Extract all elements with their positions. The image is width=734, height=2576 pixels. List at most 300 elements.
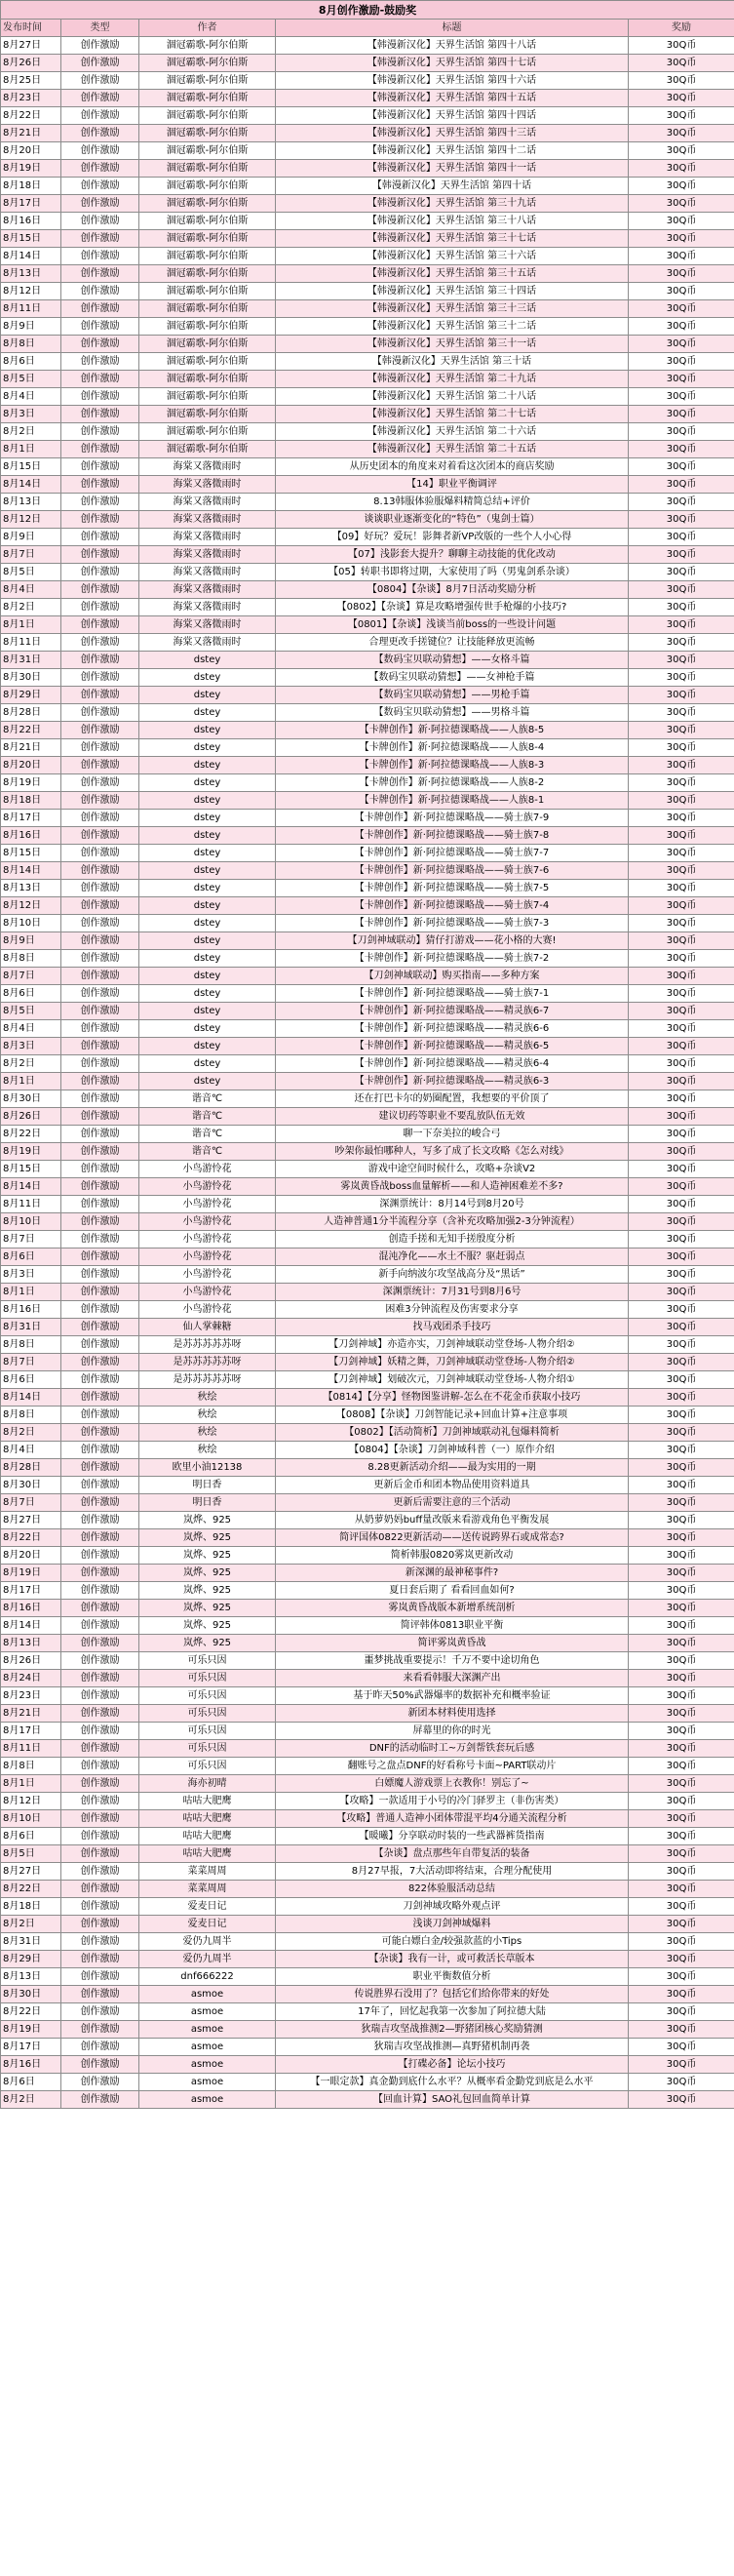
cell-author[interactable]: asmoe — [139, 2091, 276, 2109]
cell-reward[interactable]: 30Q币 — [629, 950, 734, 968]
cell-date[interactable]: 8月20日 — [1, 142, 61, 160]
cell-reward[interactable]: 30Q币 — [629, 1196, 734, 1213]
table-row[interactable] — [1, 564, 734, 581]
cell-type[interactable]: 创作激励 — [61, 142, 139, 160]
cell-reward[interactable]: 30Q币 — [629, 1652, 734, 1670]
cell-author[interactable]: 海棠又落微雨时 — [139, 616, 276, 634]
cell-title[interactable]: 【数码宝贝联动猜想】——女格斗篇 — [276, 652, 629, 669]
cell-author[interactable]: dstey — [139, 704, 276, 722]
table-row[interactable] — [1, 1863, 734, 1881]
cell-author[interactable]: 可乐只因 — [139, 1670, 276, 1687]
cell-reward[interactable]: 30Q币 — [629, 1407, 734, 1424]
cell-title[interactable]: 困难3分钟流程及伤害要求分享 — [276, 1301, 629, 1319]
cell-author[interactable]: 可乐只因 — [139, 1740, 276, 1758]
table-row[interactable] — [1, 1301, 734, 1319]
cell-reward[interactable]: 30Q币 — [629, 1916, 734, 1933]
cell-date[interactable]: 8月12日 — [1, 511, 61, 529]
cell-type[interactable]: 创作激励 — [61, 1775, 139, 1793]
cell-type[interactable]: 创作激励 — [61, 213, 139, 230]
cell-reward[interactable]: 30Q币 — [629, 160, 734, 178]
cell-type[interactable]: 创作激励 — [61, 1916, 139, 1933]
table-row[interactable] — [1, 1213, 734, 1231]
table-row[interactable] — [1, 862, 734, 880]
cell-author[interactable]: 岚烨、925 — [139, 1635, 276, 1652]
cell-reward[interactable]: 30Q币 — [629, 107, 734, 125]
cell-reward[interactable]: 30Q币 — [629, 810, 734, 827]
cell-author[interactable]: dstey — [139, 862, 276, 880]
cell-author[interactable]: 涸冠霸歌-阿尔伯斯 — [139, 353, 276, 371]
cell-type[interactable]: 创作激励 — [61, 37, 139, 55]
cell-author[interactable]: dstey — [139, 1073, 276, 1090]
cell-author[interactable]: 涸冠霸歌-阿尔伯斯 — [139, 406, 276, 423]
table-row[interactable] — [1, 1371, 734, 1389]
cell-author[interactable]: 咕咕大肥鹰 — [139, 1793, 276, 1810]
cell-title[interactable]: 从奶萝奶妈buff量改版来看游戏角色平衡发展 — [276, 1512, 629, 1529]
cell-type[interactable]: 创作激励 — [61, 1933, 139, 1951]
cell-reward[interactable]: 30Q币 — [629, 1108, 734, 1126]
cell-reward[interactable]: 30Q币 — [629, 1055, 734, 1073]
header-type[interactable]: 类型 — [61, 20, 139, 37]
cell-reward[interactable]: 30Q币 — [629, 739, 734, 757]
cell-date[interactable]: 8月15日 — [1, 1161, 61, 1178]
cell-date[interactable]: 8月7日 — [1, 546, 61, 564]
cell-reward[interactable]: 30Q币 — [629, 2003, 734, 2021]
cell-title[interactable]: 17年了，回忆起我第一次参加了阿拉德大陆 — [276, 2003, 629, 2021]
cell-type[interactable]: 创作激励 — [61, 1687, 139, 1705]
table-row[interactable] — [1, 511, 734, 529]
cell-reward[interactable]: 30Q币 — [629, 283, 734, 300]
table-row[interactable] — [1, 1617, 734, 1635]
cell-type[interactable]: 创作激励 — [61, 1635, 139, 1652]
cell-date[interactable]: 8月24日 — [1, 1670, 61, 1687]
table-row[interactable] — [1, 985, 734, 1003]
cell-title[interactable]: 【0802】【杂谈】算是攻略增强传世手枪爆的小技巧? — [276, 599, 629, 616]
table-row[interactable] — [1, 915, 734, 932]
cell-author[interactable]: 涸冠霸歌-阿尔伯斯 — [139, 142, 276, 160]
table-row[interactable] — [1, 1793, 734, 1810]
cell-type[interactable]: 创作激励 — [61, 1898, 139, 1916]
table-row[interactable] — [1, 1828, 734, 1845]
cell-date[interactable]: 8月14日 — [1, 1617, 61, 1635]
cell-reward[interactable]: 30Q币 — [629, 1582, 734, 1600]
cell-type[interactable]: 创作激励 — [61, 774, 139, 792]
cell-reward[interactable]: 30Q币 — [629, 1968, 734, 1986]
cell-title[interactable]: 【刀剑神域联动】猜仔打游戏——花小格的大赛! — [276, 932, 629, 950]
cell-title[interactable]: 【攻略】普通人造神小团体带混平均4分通关流程分析 — [276, 1810, 629, 1828]
cell-reward[interactable]: 30Q币 — [629, 265, 734, 283]
table-row[interactable] — [1, 774, 734, 792]
table-row[interactable] — [1, 336, 734, 353]
cell-title[interactable]: 【卡牌创作】新·阿拉德课略战——骑士族7-3 — [276, 915, 629, 932]
cell-author[interactable]: dstey — [139, 687, 276, 704]
table-row[interactable] — [1, 897, 734, 915]
table-row[interactable] — [1, 283, 734, 300]
cell-author[interactable]: 海棠又落微雨时 — [139, 564, 276, 581]
cell-author[interactable]: dstey — [139, 827, 276, 845]
cell-author[interactable]: dstey — [139, 792, 276, 810]
cell-title[interactable]: 简评国体0822更新活动——送传说跨界石或成常态? — [276, 1529, 629, 1547]
cell-title[interactable]: 【卡牌创作】新·阿拉德课略战——人族8-4 — [276, 739, 629, 757]
table-row[interactable] — [1, 1635, 734, 1652]
cell-reward[interactable]: 30Q币 — [629, 897, 734, 915]
cell-date[interactable]: 8月7日 — [1, 1494, 61, 1512]
cell-type[interactable]: 创作激励 — [61, 687, 139, 704]
cell-type[interactable]: 创作激励 — [61, 845, 139, 862]
cell-type[interactable]: 创作激励 — [61, 915, 139, 932]
cell-type[interactable]: 创作激励 — [61, 704, 139, 722]
table-row[interactable] — [1, 599, 734, 616]
cell-author[interactable]: 岚烨、925 — [139, 1600, 276, 1617]
cell-author[interactable]: asmoe — [139, 2039, 276, 2056]
cell-type[interactable]: 创作激励 — [61, 1565, 139, 1582]
cell-title[interactable]: 【韩漫新汉化】天界生活馆 第四十三话 — [276, 125, 629, 142]
cell-reward[interactable]: 30Q币 — [629, 371, 734, 388]
table-row[interactable] — [1, 1512, 734, 1529]
cell-type[interactable]: 创作激励 — [61, 1003, 139, 1020]
table-row[interactable] — [1, 353, 734, 371]
cell-type[interactable]: 创作激励 — [61, 1284, 139, 1301]
table-row[interactable] — [1, 880, 734, 897]
cell-reward[interactable]: 30Q币 — [629, 494, 734, 511]
cell-date[interactable]: 8月14日 — [1, 1178, 61, 1196]
cell-reward[interactable]: 30Q币 — [629, 1371, 734, 1389]
table-row[interactable] — [1, 704, 734, 722]
cell-type[interactable]: 创作激励 — [61, 1617, 139, 1635]
cell-title[interactable]: 8月27早报，7大活动即将结束，合理分配使用 — [276, 1863, 629, 1881]
cell-date[interactable]: 8月2日 — [1, 2091, 61, 2109]
cell-date[interactable]: 8月22日 — [1, 1881, 61, 1898]
cell-date[interactable]: 8月1日 — [1, 616, 61, 634]
cell-date[interactable]: 8月20日 — [1, 757, 61, 774]
cell-reward[interactable]: 30Q币 — [629, 1687, 734, 1705]
table-row[interactable] — [1, 1968, 734, 1986]
cell-author[interactable]: 爱麦日记 — [139, 1898, 276, 1916]
table-row[interactable] — [1, 441, 734, 458]
cell-title[interactable]: 游戏中途空间时候什么，攻略+杂谈V2 — [276, 1161, 629, 1178]
cell-type[interactable]: 创作激励 — [61, 1424, 139, 1442]
cell-reward[interactable]: 30Q币 — [629, 406, 734, 423]
cell-reward[interactable]: 30Q币 — [629, 2021, 734, 2039]
cell-type[interactable]: 创作激励 — [61, 581, 139, 599]
cell-reward[interactable]: 30Q币 — [629, 1810, 734, 1828]
cell-title[interactable]: 【韩漫新汉化】天界生活馆 第四十七话 — [276, 55, 629, 72]
table-row[interactable] — [1, 1775, 734, 1793]
cell-type[interactable]: 创作激励 — [61, 406, 139, 423]
cell-author[interactable]: 涸冠霸歌-阿尔伯斯 — [139, 125, 276, 142]
cell-type[interactable]: 创作激励 — [61, 757, 139, 774]
cell-reward[interactable]: 30Q币 — [629, 616, 734, 634]
cell-title[interactable]: 混沌净化——水土不服？驱赶弱点 — [276, 1248, 629, 1266]
table-row[interactable] — [1, 1951, 734, 1968]
header-date[interactable]: 发布时间 — [1, 20, 61, 37]
cell-date[interactable]: 8月11日 — [1, 300, 61, 318]
cell-reward[interactable]: 30Q币 — [629, 248, 734, 265]
table-row[interactable] — [1, 1020, 734, 1038]
cell-author[interactable]: dstey — [139, 968, 276, 985]
cell-title[interactable]: 【韩漫新汉化】天界生活馆 第三十一话 — [276, 336, 629, 353]
cell-reward[interactable]: 30Q币 — [629, 458, 734, 476]
cell-title[interactable]: 【韩漫新汉化】天界生活馆 第三十三话 — [276, 300, 629, 318]
cell-date[interactable]: 8月4日 — [1, 388, 61, 406]
cell-type[interactable]: 创作激励 — [61, 1740, 139, 1758]
cell-title[interactable]: 【卡牌创作】新·阿拉德课略战——人族8-5 — [276, 722, 629, 739]
cell-title[interactable]: 刀剑神域攻略外观点评 — [276, 1898, 629, 1916]
cell-type[interactable]: 创作激励 — [61, 1494, 139, 1512]
table-row[interactable] — [1, 1916, 734, 1933]
cell-reward[interactable]: 30Q币 — [629, 1845, 734, 1863]
cell-title[interactable]: 【数码宝贝联动猜想】——男格斗篇 — [276, 704, 629, 722]
cell-reward[interactable]: 30Q币 — [629, 195, 734, 213]
cell-author[interactable]: 小鸟游怜花 — [139, 1178, 276, 1196]
cell-author[interactable]: 海棠又落微雨时 — [139, 458, 276, 476]
cell-type[interactable]: 创作激励 — [61, 1828, 139, 1845]
table-row[interactable] — [1, 1178, 734, 1196]
cell-reward[interactable]: 30Q币 — [629, 178, 734, 195]
cell-title[interactable]: 深渊票统计：8月14号到8月20号 — [276, 1196, 629, 1213]
cell-date[interactable]: 8月9日 — [1, 318, 61, 336]
cell-type[interactable]: 创作激励 — [61, 1038, 139, 1055]
cell-date[interactable]: 8月13日 — [1, 265, 61, 283]
cell-author[interactable]: 可乐只因 — [139, 1758, 276, 1775]
cell-reward[interactable]: 30Q币 — [629, 441, 734, 458]
table-row[interactable] — [1, 652, 734, 669]
cell-date[interactable]: 8月26日 — [1, 1652, 61, 1670]
cell-reward[interactable]: 30Q币 — [629, 845, 734, 862]
table-row[interactable] — [1, 687, 734, 704]
cell-date[interactable]: 8月29日 — [1, 1951, 61, 1968]
cell-date[interactable]: 8月15日 — [1, 230, 61, 248]
cell-reward[interactable]: 30Q币 — [629, 1424, 734, 1442]
cell-type[interactable]: 创作激励 — [61, 932, 139, 950]
cell-date[interactable]: 8月6日 — [1, 2074, 61, 2091]
cell-date[interactable]: 8月14日 — [1, 1389, 61, 1407]
cell-type[interactable]: 创作激励 — [61, 265, 139, 283]
cell-title[interactable]: 【卡牌创作】新·阿拉德课略战——骑士族7-2 — [276, 950, 629, 968]
cell-title[interactable]: 雾岚黄昏战boss血量解析——和人造神困难差不多? — [276, 1178, 629, 1196]
cell-date[interactable]: 8月15日 — [1, 458, 61, 476]
cell-type[interactable]: 创作激励 — [61, 1951, 139, 1968]
cell-type[interactable]: 创作激励 — [61, 616, 139, 634]
cell-date[interactable]: 8月3日 — [1, 1038, 61, 1055]
cell-author[interactable]: 海棠又落微雨时 — [139, 494, 276, 511]
cell-type[interactable]: 创作激励 — [61, 1600, 139, 1617]
cell-author[interactable]: 海棠又落微雨时 — [139, 634, 276, 652]
table-row[interactable] — [1, 476, 734, 494]
cell-title[interactable]: 【暖曦】分享联动时装的一些武器裤货指南 — [276, 1828, 629, 1845]
cell-reward[interactable]: 30Q币 — [629, 1793, 734, 1810]
table-row[interactable] — [1, 1758, 734, 1775]
cell-date[interactable]: 8月4日 — [1, 1020, 61, 1038]
cell-type[interactable]: 创作激励 — [61, 669, 139, 687]
cell-reward[interactable]: 30Q币 — [629, 1090, 734, 1108]
cell-type[interactable]: 创作激励 — [61, 529, 139, 546]
cell-type[interactable]: 创作激励 — [61, 1442, 139, 1459]
cell-type[interactable]: 创作激励 — [61, 1986, 139, 2003]
cell-author[interactable]: dstey — [139, 845, 276, 862]
cell-reward[interactable]: 30Q币 — [629, 318, 734, 336]
table-row[interactable] — [1, 827, 734, 845]
cell-reward[interactable]: 30Q币 — [629, 1161, 734, 1178]
cell-date[interactable]: 8月2日 — [1, 1916, 61, 1933]
cell-type[interactable]: 创作激励 — [61, 1758, 139, 1775]
cell-title[interactable]: 【韩漫新汉化】天界生活馆 第二十五话 — [276, 441, 629, 458]
cell-author[interactable]: dstey — [139, 880, 276, 897]
cell-type[interactable]: 创作激励 — [61, 336, 139, 353]
cell-date[interactable]: 8月7日 — [1, 968, 61, 985]
cell-reward[interactable]: 30Q币 — [629, 1529, 734, 1547]
cell-title[interactable]: 【卡牌创作】新·阿拉德课略战——人族8-1 — [276, 792, 629, 810]
cell-author[interactable]: 岚烨、925 — [139, 1512, 276, 1529]
cell-title[interactable]: 【韩漫新汉化】天界生活馆 第三十五话 — [276, 265, 629, 283]
cell-author[interactable]: 海棠又落微雨时 — [139, 546, 276, 564]
cell-title[interactable]: 【韩漫新汉化】天界生活馆 第四十六话 — [276, 72, 629, 90]
cell-date[interactable]: 8月20日 — [1, 1547, 61, 1565]
cell-type[interactable]: 创作激励 — [61, 1196, 139, 1213]
cell-author[interactable]: 涸冠霸歌-阿尔伯斯 — [139, 55, 276, 72]
cell-title[interactable]: 【韩漫新汉化】天界生活馆 第三十六话 — [276, 248, 629, 265]
cell-author[interactable]: dstey — [139, 1020, 276, 1038]
cell-title[interactable]: 翻账号之盘点DNF的好看称号卡面~PART联动片 — [276, 1758, 629, 1775]
cell-author[interactable]: 岚烨、925 — [139, 1547, 276, 1565]
cell-type[interactable]: 创作激励 — [61, 318, 139, 336]
table-row[interactable] — [1, 739, 734, 757]
cell-type[interactable]: 创作激励 — [61, 1670, 139, 1687]
cell-author[interactable]: 小鸟游怜花 — [139, 1284, 276, 1301]
cell-reward[interactable]: 30Q币 — [629, 1389, 734, 1407]
cell-date[interactable]: 8月16日 — [1, 213, 61, 230]
cell-reward[interactable]: 30Q币 — [629, 862, 734, 880]
cell-date[interactable]: 8月30日 — [1, 1090, 61, 1108]
cell-date[interactable]: 8月5日 — [1, 1003, 61, 1020]
cell-author[interactable]: 岚烨、925 — [139, 1617, 276, 1635]
cell-reward[interactable]: 30Q币 — [629, 774, 734, 792]
cell-title[interactable]: 浅谈刀剑神域爆料 — [276, 1916, 629, 1933]
cell-author[interactable]: 涸冠霸歌-阿尔伯斯 — [139, 248, 276, 265]
cell-title[interactable]: 基于昨天50%武器爆率的数据补充和概率验证 — [276, 1687, 629, 1705]
cell-type[interactable]: 创作激励 — [61, 300, 139, 318]
cell-author[interactable]: 涸冠霸歌-阿尔伯斯 — [139, 213, 276, 230]
cell-date[interactable]: 8月19日 — [1, 1143, 61, 1161]
table-row[interactable] — [1, 1600, 734, 1617]
cell-author[interactable]: 秋绘 — [139, 1407, 276, 1424]
cell-type[interactable]: 创作激励 — [61, 1213, 139, 1231]
cell-author[interactable]: 秋绘 — [139, 1442, 276, 1459]
cell-date[interactable]: 8月3日 — [1, 406, 61, 423]
table-row[interactable] — [1, 722, 734, 739]
table-row[interactable] — [1, 125, 734, 142]
cell-date[interactable]: 8月12日 — [1, 283, 61, 300]
cell-reward[interactable]: 30Q币 — [629, 300, 734, 318]
cell-author[interactable]: 涸冠霸歌-阿尔伯斯 — [139, 195, 276, 213]
cell-author[interactable]: 涸冠霸歌-阿尔伯斯 — [139, 265, 276, 283]
cell-title[interactable]: 狄瑞吉攻坚战推测2—野猪团核心奖励猜测 — [276, 2021, 629, 2039]
cell-type[interactable]: 创作激励 — [61, 792, 139, 810]
cell-date[interactable]: 8月6日 — [1, 1248, 61, 1266]
cell-date[interactable]: 8月31日 — [1, 1933, 61, 1951]
cell-type[interactable]: 创作激励 — [61, 2056, 139, 2074]
cell-title[interactable]: 【数码宝贝联动猜想】——男枪手篇 — [276, 687, 629, 704]
cell-date[interactable]: 8月14日 — [1, 248, 61, 265]
table-row[interactable] — [1, 1284, 734, 1301]
cell-reward[interactable]: 30Q币 — [629, 1442, 734, 1459]
cell-author[interactable]: 小鸟游怜花 — [139, 1161, 276, 1178]
table-row[interactable] — [1, 1881, 734, 1898]
cell-date[interactable]: 8月2日 — [1, 599, 61, 616]
table-row[interactable] — [1, 90, 734, 107]
cell-type[interactable]: 创作激励 — [61, 1108, 139, 1126]
cell-title[interactable]: 【刀剑神域联动】购买指南——多种方案 — [276, 968, 629, 985]
cell-type[interactable]: 创作激励 — [61, 248, 139, 265]
table-row[interactable] — [1, 2003, 734, 2021]
table-row[interactable] — [1, 2021, 734, 2039]
table-row[interactable] — [1, 1231, 734, 1248]
cell-date[interactable]: 8月1日 — [1, 1775, 61, 1793]
cell-type[interactable]: 创作激励 — [61, 353, 139, 371]
cell-date[interactable]: 8月17日 — [1, 2039, 61, 2056]
cell-title[interactable]: 噩梦挑战重要提示！千万不要中途切角色 — [276, 1652, 629, 1670]
cell-title[interactable]: 雾岚黄昏战版本新增系统剖析 — [276, 1600, 629, 1617]
cell-reward[interactable]: 30Q币 — [629, 1828, 734, 1845]
cell-author[interactable]: 明日香 — [139, 1494, 276, 1512]
table-row[interactable] — [1, 1933, 734, 1951]
table-row[interactable] — [1, 1126, 734, 1143]
cell-date[interactable]: 8月2日 — [1, 1055, 61, 1073]
cell-author[interactable]: dstey — [139, 915, 276, 932]
cell-reward[interactable]: 30Q币 — [629, 90, 734, 107]
cell-type[interactable]: 创作激励 — [61, 2039, 139, 2056]
cell-date[interactable]: 8月5日 — [1, 1845, 61, 1863]
cell-title[interactable]: 【卡牌创作】新·阿拉德课略战——骑士族7-6 — [276, 862, 629, 880]
table-row[interactable] — [1, 371, 734, 388]
cell-type[interactable]: 创作激励 — [61, 652, 139, 669]
cell-author[interactable]: 涸冠霸歌-阿尔伯斯 — [139, 300, 276, 318]
cell-date[interactable]: 8月27日 — [1, 1512, 61, 1529]
cell-type[interactable]: 创作激励 — [61, 827, 139, 845]
cell-title[interactable]: 简评雾岚黄昏战 — [276, 1635, 629, 1652]
cell-date[interactable]: 8月22日 — [1, 2003, 61, 2021]
table-row[interactable] — [1, 1266, 734, 1284]
cell-author[interactable]: 涸冠霸歌-阿尔伯斯 — [139, 318, 276, 336]
cell-reward[interactable]: 30Q币 — [629, 37, 734, 55]
cell-author[interactable]: 是苏苏苏苏苏呀 — [139, 1371, 276, 1389]
cell-title[interactable]: 【韩漫新汉化】天界生活馆 第二十七话 — [276, 406, 629, 423]
cell-type[interactable]: 创作激励 — [61, 494, 139, 511]
table-row[interactable] — [1, 1424, 734, 1442]
cell-date[interactable]: 8月12日 — [1, 897, 61, 915]
cell-title[interactable]: 吵架你最怕哪种人，写多了成了长文攻略《怎么对线》 — [276, 1143, 629, 1161]
cell-date[interactable]: 8月19日 — [1, 2021, 61, 2039]
cell-reward[interactable]: 30Q币 — [629, 1986, 734, 2003]
cell-reward[interactable]: 30Q币 — [629, 985, 734, 1003]
table-row[interactable] — [1, 1442, 734, 1459]
cell-reward[interactable]: 30Q币 — [629, 599, 734, 616]
cell-date[interactable]: 8月7日 — [1, 1231, 61, 1248]
cell-date[interactable]: 8月17日 — [1, 810, 61, 827]
cell-reward[interactable]: 30Q币 — [629, 1617, 734, 1635]
cell-reward[interactable]: 30Q币 — [629, 1881, 734, 1898]
cell-title[interactable]: 【韩漫新汉化】天界生活馆 第三十二话 — [276, 318, 629, 336]
cell-author[interactable]: 咕咕大肥鹰 — [139, 1810, 276, 1828]
cell-type[interactable]: 创作激励 — [61, 72, 139, 90]
cell-title[interactable]: 来看看韩服大深渊产出 — [276, 1670, 629, 1687]
cell-title[interactable]: 更新后金币和团本物品使用资料道具 — [276, 1477, 629, 1494]
cell-type[interactable]: 创作激励 — [61, 1705, 139, 1723]
cell-date[interactable]: 8月6日 — [1, 1371, 61, 1389]
cell-title[interactable]: 谈谈职业逐渐变化的“特色”（鬼剑士篇） — [276, 511, 629, 529]
cell-date[interactable]: 8月15日 — [1, 845, 61, 862]
cell-reward[interactable]: 30Q币 — [629, 1670, 734, 1687]
table-row[interactable] — [1, 1248, 734, 1266]
